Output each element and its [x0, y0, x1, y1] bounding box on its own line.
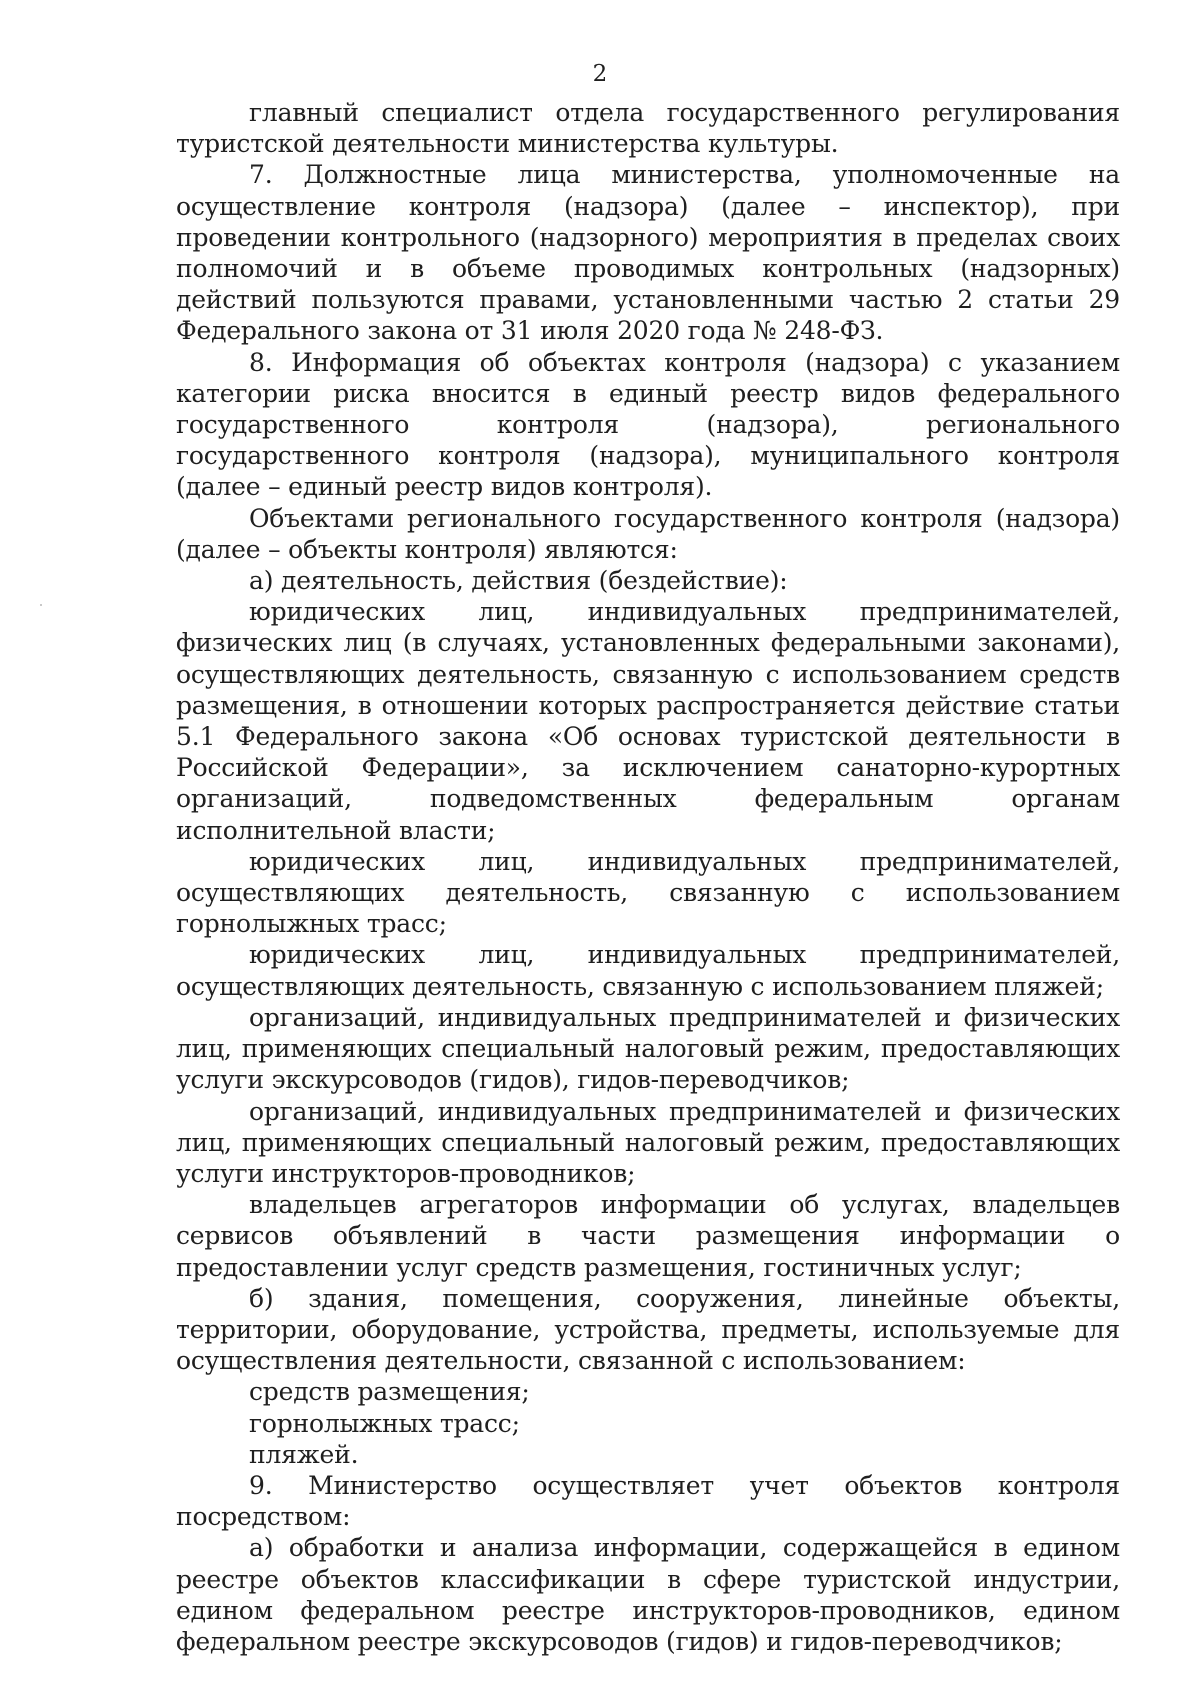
list-item-b-property: б) здания, помещения, сооружения, линейные объекты, территории, оборудование, устройства, предметы, используемые для осуществления деятельности, связанной с использованием: — [176, 1283, 1120, 1376]
paragraph-9-object-accounting: 9. Министерство осуществляет учет объектов контроля посредством: — [176, 1470, 1120, 1532]
document-body — [176, 97, 1120, 1657]
paragraph-7-inspector-rights: 7. Должностные лица министерства, уполномоченные на осуществление контроля (надзора) (далее – инспектор), при проведении контрольного (надзорного) мероприятия в пределах своих полномочий и в объеме проводимых контрольных (надзорных) действий пользуются правами, установленными частью 2 статьи 29 Федерального закона от 31 июля 2020 года № 248-ФЗ. — [176, 160, 1120, 346]
list-subitem-beaches-short: пляжей. — [249, 1439, 359, 1469]
scan-dust-mark — [40, 604, 42, 606]
list-subitem-instructors: организаций, индивидуальных предпринимателей и физических лиц, применяющих специальный налоговый режим, предоставляющих услуги инструкторов-проводников; — [176, 1096, 1120, 1188]
page-number: 2 — [592, 61, 608, 87]
paragraph-8-risk-registry: 8. Информация об объектах контроля (надзора) с указанием категории риска вносится в единый реестр видов федерального государственного контроля (надзора), регионального государственного контроля (надзора), муниципального контроля (далее – единый реестр видов контроля). — [176, 347, 1120, 502]
paragraph-continuation-position: главный специалист отдела государственного регулирования туристской деятельности министерства культуры. — [176, 98, 1120, 159]
list-subitem-beaches: юридических лиц, индивидуальных предпринимателей, осуществляющих деятельность, связанную с использованием пляжей; — [176, 940, 1120, 1001]
list-subitem-accommodation-means: средств размещения; — [249, 1377, 530, 1407]
list-subitem-ski-trails: юридических лиц, индивидуальных предпринимателей, осуществляющих деятельность, связанную с использованием горнолыжных трасс; — [176, 846, 1120, 939]
list-subitem-aggregators: владельцев агрегаторов информации об услугах, владельцев сервисов объявлений в части размещения информации о предоставлении услуг средств размещения, гостиничных услуг; — [176, 1190, 1120, 1282]
list-subitem-ski-trails-short: горнолыжных трасс; — [249, 1408, 520, 1438]
list-item-a-activities: а) деятельность, действия (бездействие): — [249, 566, 788, 596]
list-subitem-accommodation: юридических лиц, индивидуальных предпринимателей, физических лиц (в случаях, установленных федеральными законами), осуществляющих деятельность, связанную с использованием средств размещения, в отношении которых распространяется действие статьи 5.1 Федерального закона «Об основах туристской деятельности в Российской Федерации», за исключением санаторно-курортных организаций, подведомственных федеральным органам исполнительной власти; — [176, 597, 1120, 845]
paragraph-control-objects-intro: Объектами регионального государственного контроля (надзора) (далее – объекты контроля) являются: — [176, 503, 1120, 564]
list-subitem-guides: организаций, индивидуальных предпринимателей и физических лиц, применяющих специальный налоговый режим, предоставляющих услуги экскурсоводов (гидов), гидов-переводчиков; — [176, 1002, 1120, 1095]
list-item-a-registry-analysis: а) обработки и анализа информации, содержащейся в едином реестре объектов классификации в сфере туристской индустрии, едином федеральном реестре инструкторов-проводников, едином федеральном реестре экскурсоводов (гидов) и гидов-переводчиков; — [176, 1533, 1120, 1656]
